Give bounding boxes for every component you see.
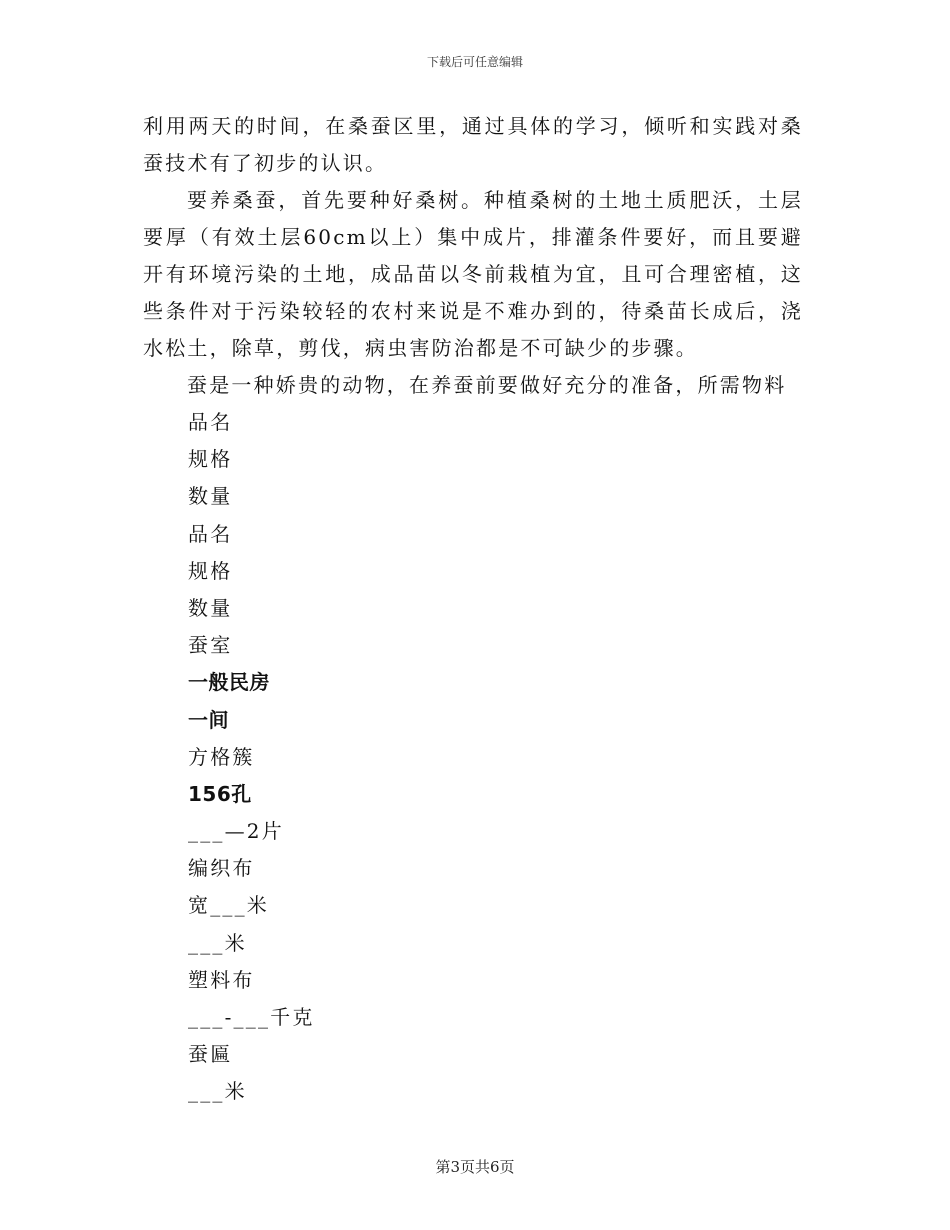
list-item: ___-___千克 — [188, 1005, 315, 1029]
paragraph: 利用两天的时间，在桑蚕区里，通过具体的学习，倾听和实践对桑蚕技术有了初步的认识。 — [143, 114, 803, 175]
paragraph: 蚕是一种娇贵的动物，在养蚕前要做好充分的准备，所需物料 — [187, 373, 787, 397]
list-item: ___—2片 — [188, 819, 284, 844]
list-item: 数量 — [188, 484, 233, 509]
list-item: ___米 — [188, 1079, 247, 1104]
list-item: 一般民房 — [188, 670, 270, 695]
list-item: 宽___米 — [188, 893, 269, 918]
list-item: ___米 — [188, 930, 247, 955]
list-item: 规格 — [188, 558, 233, 583]
page-footer: 第3页共6页 — [435, 1158, 515, 1176]
list-item: 156孔 — [188, 781, 252, 806]
materials-list — [143, 404, 803, 1111]
list-item: 方格簇 — [188, 744, 255, 769]
list-item: 一间 — [188, 707, 229, 732]
list-item: 品名 — [188, 521, 233, 546]
list-item: 塑料布 — [188, 967, 255, 992]
list-item: 数量 — [188, 595, 233, 620]
list-item: 蚕室 — [188, 633, 233, 658]
list-item: 规格 — [188, 447, 233, 472]
list-item: 蚕匾 — [188, 1042, 233, 1067]
list-item: 编织布 — [188, 856, 255, 881]
document-body — [143, 108, 803, 1111]
list-item: 品名 — [188, 410, 233, 434]
page-header: 下载后可任意编辑 — [426, 55, 523, 69]
paragraph: 要养桑蚕，首先要种好桑树。种植桑树的土地土质肥沃，土层要厚（有效土层60cm以上）集中成片，排灌条件要好，而且要避开有环境污染的土地，成品苗以冬前栽植为宜，且可合理密植，这些条件对于污染较轻的农村来说是不难办到的，待桑苗长成后，浇水松土，除草，剪伐，病虫害防治都是不可缺少的步骤。 — [143, 188, 803, 360]
